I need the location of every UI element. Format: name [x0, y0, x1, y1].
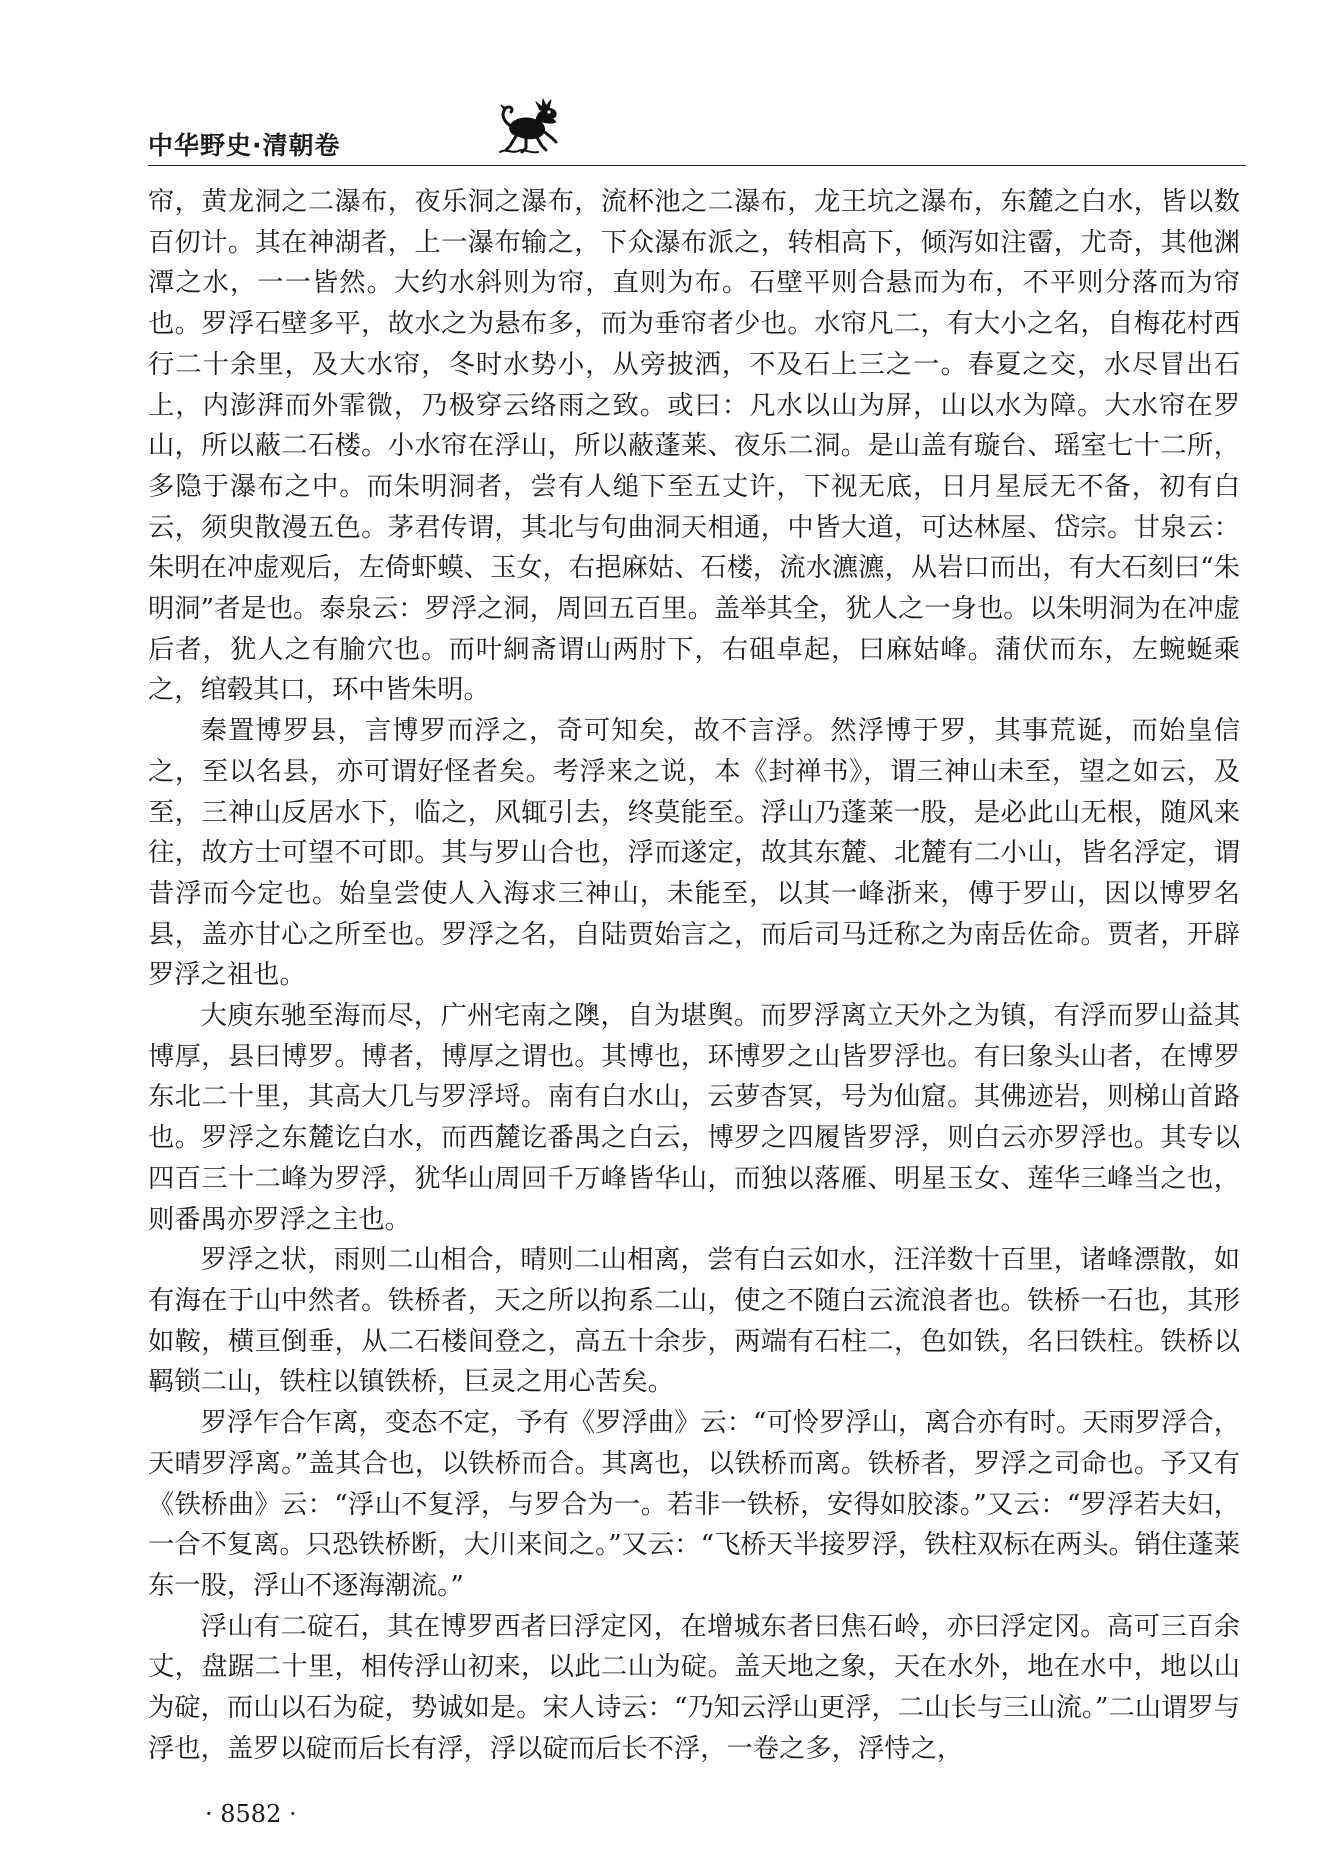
page-body — [148, 182, 1240, 1769]
paragraph: 罗浮乍合乍离，变态不定，予有《罗浮曲》云：“可怜罗浮山，离合亦有时。天雨罗浮合，天晴罗浮离。”盖其合也，以铁桥而合。其离也，以铁桥而离。铁桥者，罗浮之司命也。予又有《铁桥曲》云：“浮山不复浮，与罗合为一。若非一铁桥，安得如胶漆。”又云：“罗浮若夫妇，一合不复离。只恐铁桥断，大川来间之。”又云：“飞桥天半接罗浮，铁柱双标在两头。销住蓬莱东一股，浮山不逐海潮流。” — [148, 1408, 1240, 1601]
paragraph: 罗浮之状，雨则二山相合，晴则二山相离，尝有白云如水，汪洋数十百里，诸峰漂散，如有海在于山中然者。铁桥者，天之所以拘系二山，使之不随白云流浪者也。铁桥一石也，其形如鞍，横亘倒垂，从二石楼间登之，高五十余步，两端有石柱二，色如铁，名曰铁柱。铁桥以羁锁二山，铁柱以镇铁桥，巨灵之用心苦矣。 — [148, 1245, 1240, 1398]
paragraph: 浮山有二碇石，其在博罗西者曰浮定冈，在增城东者曰焦石岭，亦曰浮定冈。高可三百余丈，盘踞二十里，相传浮山初来，以此二山为碇。盖天地之象，天在水外，地在水中，地以山为碇，而山以石为碇，势诚如是。宋人诗云：“乃知云浮山更浮，二山长与三山流。”二山谓罗与浮也，盖罗以碇而后长有浮，浮以碇而后长不浮，一卷之多，浮恃之， — [148, 1611, 1240, 1764]
paragraph: 帘，黄龙洞之二瀑布，夜乐洞之瀑布，流杯池之二瀑布，龙王坑之瀑布，东麓之白水，皆以数百仞计。其在神湖者，上一瀑布输之，下众瀑布派之，转相高下，倾泻如注霤，尤奇，其他渊潭之水，一一皆然。大约水斜则为帘，直则为布。石壁平则合悬而为布，不平则分落而为帘也。罗浮石壁多平，故水之为悬布多，而为垂帘者少也。水帘凡二，有大小之名，自梅花村西行二十余里，及大水帘，冬时水势小，从旁披洒，不及石上三之一。春夏之交，水尽冒出石上，内澎湃而外霏微，乃极穿云络雨之致。或曰：凡水以山为屏，山以水为障。大水帘在罗山，所以蔽二石楼。小水帘在浮山，所以蔽蓬莱、夜乐二洞。是山盖有璇台、瑶室七十二所，多隐于瀑布之中。而朱明洞者，尝有人缒下至五丈许，下视无底，日月星辰无不备，初有白云，须臾散漫五色。茅君传谓，其北与句曲洞天相通，中皆大道，可达林屋、岱宗。甘泉云：朱明在冲虚观后，左倚虾蟆、玉女，右挹麻姑、石楼，流水瀌瀌，从岩口而出，有大石刻曰“朱明洞”者是也。泰泉云：罗浮之洞，周回五百里。盖举其全，犹人之一身也。以朱明洞为在冲虚后者，犹人之有腧穴也。而叶絅斋谓山两肘下，右砠卓起，曰麻姑峰。蒲伏而东，左蜿蜒乘之，绾毂其口，环中皆朱明。 — [148, 187, 1240, 706]
paragraph: 秦置博罗县，言博罗而浮之，奇可知矣，故不言浮。然浮博于罗，其事荒诞，而始皇信之，至以名县，亦可谓好怪者矣。考浮来之说，本《封禅书》，谓三神山未至，望之如云，及至，三神山反居水下，临之，风辄引去，终莫能至。浮山乃蓬莱一股，是必此山无根，随风来往，故方士可望不可即。其与罗山合也，浮而遂定，故其东麓、北麓有二小山，皆名浮定，谓昔浮而今定也。始皇尝使人入海求三神山，未能至，以其一峰浙来，傅于罗山，因以博罗名县，盖亦甘心之所至也。罗浮之名，自陆贾始言之，而后司马迁称之为南岳佐命。贾者，开辟罗浮之祖也。 — [148, 716, 1240, 991]
header-divider — [148, 165, 1246, 166]
running-header — [148, 96, 1248, 160]
page-number: · 8582 · — [205, 1800, 297, 1828]
paragraph: 大庾东驰至海而尽，广州宅南之隩，自为堪舆。而罗浮离立天外之为镇，有浮而罗山益其博厚，县曰博罗。博者，博厚之谓也。其博也，环博罗之山皆罗浮也。有曰象头山者，在博罗东北二十里，其高大几与罗浮埒。南有白水山，云萝杳冥，号为仙窟。其佛迹岩，则梯山首路也。罗浮之东麓讫白水，而西麓讫番禺之白云，博罗之四履皆罗浮，则白云亦罗浮也。其专以四百三十二峰为罗浮，犹华山周回千万峰皆华山，而独以落雁、明星玉女、莲华三峰当之也，则番禺亦罗浮之主也。 — [148, 1001, 1240, 1235]
book-title: 中华野史·清朝卷 — [148, 131, 341, 160]
beast-emblem-icon — [496, 96, 562, 156]
